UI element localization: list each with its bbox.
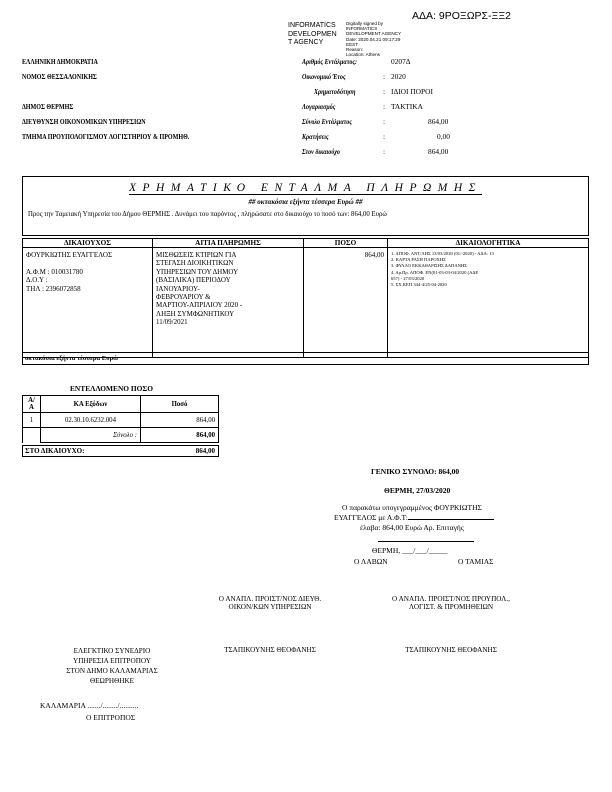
beneficiary-afm: Α.Φ.Μ : 010031780 <box>26 267 83 276</box>
colon: : <box>383 117 386 126</box>
header-country: ΕΛΛΗΝΙΚΗ ΔΗΜΟΚΡΑΤΙΑ <box>22 57 98 66</box>
beneficiary-name: ΦΟΥΡΚΙΩΤΗΣ ΕΥΑΓΓΕΛΟΣ <box>26 251 113 259</box>
reason-line: ΛΗΞΗ ΣΥΜΦΩΝΗΤΙΚΟΥ <box>156 309 235 318</box>
title-line: ΛΟΓΙΣΤ. & ΠΡΟΜΗΘΕΙΩΝ <box>408 603 494 611</box>
ordered-amount-title: ΕΝΤΕΛΛΟΜΕΝΟ ΠΟΣΟ <box>70 384 153 393</box>
column-header-text: ΑΙΤΙΑ ΠΛΗΡΩΜΗΣ <box>195 239 261 247</box>
empty-cell <box>23 428 41 443</box>
payee-total-label: ΣΤΟ ΔΙΚΑΙΟΥΧΟ: <box>25 447 85 455</box>
document-item: 657) - 27/03/2020 <box>391 275 425 281</box>
signature-detail: Digitally signed by <box>346 21 384 26</box>
table-header-row <box>23 396 219 413</box>
reason-cell <box>153 248 304 358</box>
place-date: ΘΕΡΜΗ, 27/03/2020 <box>384 486 451 495</box>
colon: : <box>383 72 386 81</box>
receiver-label: Ο ΛΑΒΩΝ <box>354 557 388 566</box>
signature-detail: Location: Athens <box>346 52 380 58</box>
finance-director-title <box>206 595 334 611</box>
receipt-afm-label: ΕΥΑΓΓΕΛΟΣ με Α.Φ.Τ: <box>334 513 408 522</box>
fiscal-year-label: Οικονομικό Έτος <box>302 72 346 81</box>
reason-line: ΜΑΡΤΙΟΥ-ΑΠΡΙΛΙΟΥ 2020 - <box>156 301 243 310</box>
total-label: Σύνολο Εντάλματος <box>302 117 353 126</box>
reason-line: 11/09/2021 <box>156 318 188 327</box>
header-department: ΤΜΗΜΑ ΠΡΟΥΠΟΛΟΓΙΣΜΟΥ ΛΟΓΙΣΤΗΡΙΟΥ & ΠΡΟΜΗΘ. <box>22 132 190 141</box>
entalma-title-box <box>22 176 589 236</box>
finance-director-name: ΤΣΑΠΙΚΟΥΝΗΣ ΘΕΟΦΑΝΗΣ <box>224 646 316 654</box>
column-header-text: ΔΙΚΑΙΟΛΟΓΗΤΙΚΑ <box>455 239 521 247</box>
amount-in-words: οκτακόσια εξήντα τέσσερα Ευρώ <box>22 352 589 365</box>
colon: : <box>383 87 386 96</box>
audit-line: ΥΠΗΡΕΣΙΑ ΕΠΙΤΡΟΠΟΥ <box>73 657 151 665</box>
title-line: Ο ΑΝΑΠΛ. ΠΡΟΙΣΤ/ΝΟΣ ΠΡΟΥΠΟΛ., <box>392 595 510 603</box>
table-row <box>23 413 219 428</box>
sum-value: 864,00 <box>141 428 219 443</box>
colon: : <box>383 102 386 111</box>
column-header <box>388 239 589 248</box>
column-header <box>23 239 153 248</box>
fiscal-year: 2020 <box>391 72 406 81</box>
account-label: Λογαριασμός <box>302 102 336 111</box>
deductions-label: Κρατήσεις <box>302 132 329 141</box>
header-municipality: ΔΗΜΟΣ ΘΕΡΜΗΣ <box>22 102 74 111</box>
document-item: 3. ΦΥΛΛΟ ΕΚΚΑΘΑΡΙΣΗΣ ΔΑΠΑΝΗΣ <box>391 263 467 269</box>
entalma-number: 0207Δ <box>391 57 411 66</box>
signature-detail: DEVELOPMENT AGENCY <box>346 31 402 37</box>
reason-line: ΙΑΝΟΥΑΡΙΟΥ- <box>156 284 200 293</box>
header-prefecture: ΝΟΜΟΣ ΘΕΣΣΑΛΟΝΙΚΗΣ <box>22 72 97 81</box>
signature-detail: EEST <box>346 41 358 47</box>
signature-detail: INFORMATICS <box>346 26 378 32</box>
colon: : <box>383 132 386 141</box>
document-item: 5. ΣΧ.ΚΕΠ.344-4/25-04-2020 <box>391 282 447 288</box>
row-amount: 864,00 <box>141 413 219 428</box>
table-header-row <box>23 239 589 248</box>
beneficiary-doy: Δ.Ο.Υ : <box>26 276 48 285</box>
amount-words-subtitle: ## οκτακόσια εξήντα τέσσερα Ευρώ ## <box>248 198 363 206</box>
reason-line: (ΒΑΣΙΛΙΚΑ) ΠΕΡΙΟΔΟΥ <box>156 276 231 285</box>
receipt-line: έλαβα: 864,00 Ευρώ Αρ. Επιταγής <box>360 523 464 532</box>
total-value: 864,00 <box>428 117 449 126</box>
beneficiary-phone: ΤΗΛ : 2396072858 <box>26 284 81 293</box>
cashier-label: Ο ΤΑΜΙΑΣ <box>458 557 494 566</box>
reason-line: ΣΤΕΓΑΣΗ ΔΙΟΙΚΗΤΙΚΩΝ <box>156 259 234 268</box>
grand-total: ΓΕΝΙΚΟ ΣΥΝΟΛΟ: 864,00 <box>371 467 460 476</box>
reason-line: ΜΙΣΘΩΣΕΙΣ ΚΤΙΡΙΩΝ ΓΙΑ <box>156 251 237 259</box>
receipt-date: ΘΕΡΜΗ, ___/___/_____ <box>372 546 448 555</box>
reason-line: ΥΠΗΡΕΣΙΩΝ ΤΟΥ ΔΗΜΟΥ <box>156 267 239 276</box>
column-header <box>304 239 388 248</box>
signer-logo <box>288 22 337 48</box>
receipt-line: Ο παρακάτω υπογεγραμμένος ΦΟΥΡΚΙΩΤΗΣ <box>342 503 482 512</box>
amount-value: 864,00 <box>364 251 384 259</box>
beneficiary-cell <box>23 248 153 358</box>
title-line: ΟΙΚΟΝ/ΚΩΝ ΥΠΗΡΕΣΙΩΝ <box>228 603 312 611</box>
header-directorate: ΔΙΕΥΘΥΝΣΗ ΟΙΚΟΝΟΜΙΚΩΝ ΥΠΗΡΕΣΙΩΝ <box>22 117 146 126</box>
table-row <box>23 248 589 358</box>
ordered-amount-table <box>22 395 219 443</box>
signer-name-line: T AGENCY <box>288 39 324 47</box>
receipt-line <box>334 513 494 522</box>
sum-row <box>23 428 219 443</box>
audit-line: ΕΛΕΓΚΤΙΚΟ ΣΥΝΕΔΡΙΟ <box>73 647 151 655</box>
commissioner-label: Ο ΕΠΙΤΡΟΠΟΣ <box>86 713 136 722</box>
signature-line <box>378 541 474 542</box>
amount-cell <box>304 248 388 358</box>
payee-label: Στον δικαιούχο <box>302 147 340 156</box>
account: ΤΑΚΤΙΚΑ <box>391 102 423 111</box>
afm-blank <box>408 513 494 520</box>
signature-detail: Reason: <box>346 47 364 53</box>
audit-line: ΘΕΩΡΗΘΗΚΕ <box>89 677 135 685</box>
reason-line: ΦΕΒΡΟΥΑΡΙΟΥ & <box>156 293 211 302</box>
payee-total-box <box>22 445 219 457</box>
budget-head-title <box>372 595 530 611</box>
document-item: 1. ΑΠΟΦ. ΑΝΤ/ΛΗΣ 13/03/2020 (01/-2020) - ΑΔΑ: 13 <box>391 251 494 256</box>
row-number: 1 <box>23 413 41 428</box>
signer-name-line: INFORMATICS <box>288 22 336 29</box>
payment-order-text: Προς την Ταμειακή Υπηρεσία του Δήμου ΘΕΡΜΗΣ . Δυνάμει του παρόντος , πληρώσατε στο δικαιούχο το ποσό των: 864,00 Ευρώ <box>28 211 387 218</box>
column-header <box>153 239 304 248</box>
document-item: 4. Αρ.Πρ. ΑΠΟΦ. ΕΝ(01-03-03-04/2020 (ΑΔΕ <box>391 269 479 275</box>
expense-code: 02.30.10.6232.004 <box>41 413 141 428</box>
signature-detail: Date: 2020.04.21 09:17:29 <box>346 36 401 42</box>
documents-cell <box>388 248 589 358</box>
column-header-text: ΠΟΣΟ <box>334 239 357 247</box>
title-line: Ο ΑΝΑΠΛ. ΠΡΟΙΣΤ/ΝΟΣ ΔΙΕΥΘ. <box>218 595 322 603</box>
signer-name-line: DEVELOPMEN <box>288 30 337 38</box>
entalma-number-label: Αριθμός Εντάλματος: <box>302 57 358 66</box>
payment-table <box>22 238 589 358</box>
deductions-value: 0,00 <box>437 132 450 141</box>
document-item: 2. ΚΑΡΤΑ ΡΑΣΗ ΠΑΡΟΧΗΣ <box>391 257 446 263</box>
blank-line <box>26 259 149 267</box>
document-title <box>23 182 588 194</box>
payee-total-value: 864,00 <box>195 447 215 455</box>
funding-label: Χρηματοδότηση <box>314 87 356 96</box>
audit-place-date: ΚΑΛΑΜΑΡΙΑ ......./......../.......... <box>40 701 139 710</box>
column-header: ΚΑ Εξόδων <box>41 396 141 413</box>
document-title-text: ΧΡΗΜΑΤΙΚΟ ΕΝΤΑΛΜΑ ΠΛΗΡΩΜΗΣ <box>128 182 483 194</box>
budget-head-name: ΤΣΑΠΙΚΟΥΝΗΣ ΘΕΟΦΑΝΗΣ <box>405 646 497 654</box>
sum-label: Σύνολο : <box>41 428 141 443</box>
funding: ΙΔΙΟΙ ΠΟΡΟΙ <box>391 87 433 96</box>
audit-line: ΣΤΟΝ ΔΗΜΟ ΚΑΛΑΜΑΡΙΑΣ <box>66 667 158 675</box>
audit-court-block <box>48 646 176 686</box>
digital-signature-details <box>346 21 401 57</box>
payee-amount: 864,00 <box>428 147 449 156</box>
ada-code: ΑΔΑ: 9ΡΟΞΩΡΣ-ΞΞ2 <box>412 10 512 22</box>
colon: : <box>383 147 386 156</box>
column-header-text: ΔΙΚΑΙΟΥΧΟΣ <box>64 239 111 247</box>
column-header: Α/Α <box>23 396 41 413</box>
column-header: Ποσό <box>141 396 219 413</box>
